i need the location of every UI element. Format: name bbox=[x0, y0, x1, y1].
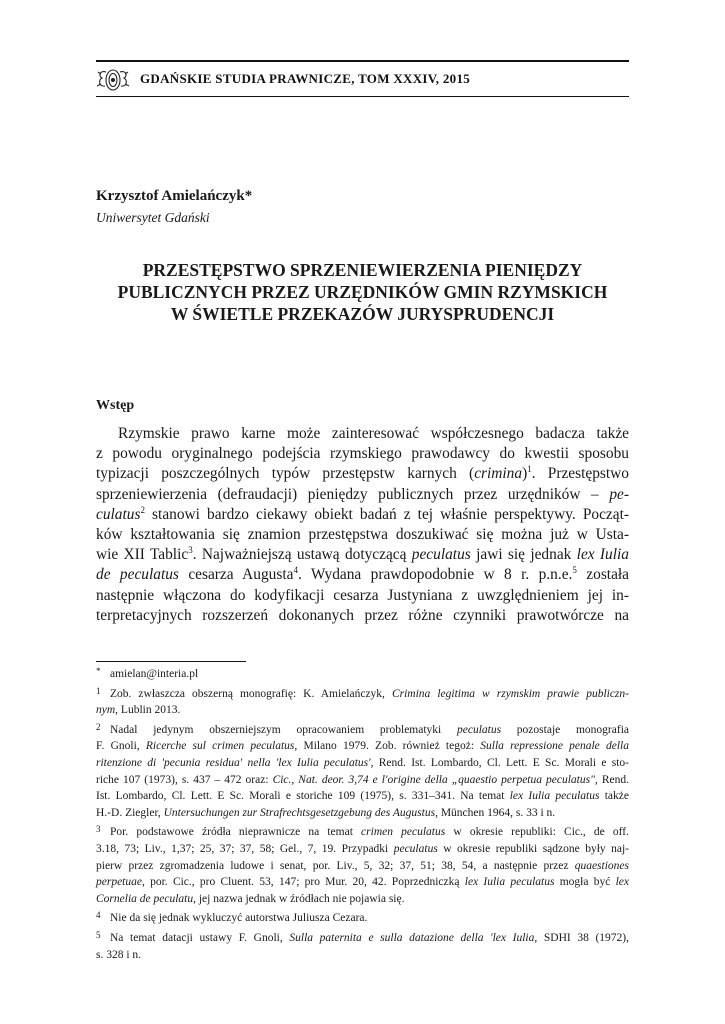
footnote-ref: 1 bbox=[527, 464, 532, 475]
footnote-cont: riche 107 (1973), s. 437 – 472 oraz: Cic., Nat. deor. 3,74 e l'origine della „quaestio perpetua peculatus", Rend. bbox=[96, 773, 629, 786]
footnote: 5 Na temat datacji ustawy F. Gnoli, Sulla paternita e sulla datazione della 'lex Iulia, SDHI 38 (1972), bbox=[96, 929, 629, 944]
footnotes bbox=[96, 663, 629, 963]
body-line: culatus$^2$ stanowi bardzo ciekawy obiekt badań z tej właśnie perspektywy. Począt- bbox=[96, 504, 629, 523]
body-line: z powodu oryginalnego podejścia rzymskiego prawodawcy do kwestii sposobu bbox=[96, 445, 629, 463]
footnote-cont: Cornelia de peculatu, jej nazwa jednak w źródłach nie pojawia się. bbox=[96, 892, 405, 905]
footnote-ref: 3 bbox=[188, 545, 193, 556]
journal-logo-icon bbox=[96, 66, 130, 94]
header-top-rule bbox=[96, 60, 629, 62]
body-line: typizacji poszczególnych typów przestępstw karnych $(crimina)^1$. Przestępstwo bbox=[96, 464, 629, 483]
footnote-cont: F. Gnoli, Ricerche sul crimen peculatus, Milano 1979. Zob. również tegoż: Sulla repressione penale della bbox=[96, 740, 630, 753]
article-title bbox=[96, 259, 629, 325]
body-line: ków kształtowania się znamion przestępstwa doszukiwać się można już w Usta- bbox=[96, 526, 629, 544]
footnote-cont: s. 328 i n. bbox=[96, 948, 142, 961]
footnote: * amielan@interia.pl bbox=[96, 666, 199, 680]
footnote-cont: ritenzione di 'pecunia residua' nella 'lex Iulia peculatus', Rend. Ist. Lombardo, Cl. Lett. E Sc. Morali e sto- bbox=[96, 756, 629, 769]
footnote-cont: 3.18, 73; Liv., 1,37; 25, 37; 37, 58; Gel., 7, 19. Przypadki peculatus w okresie republiki sądzone były naj- bbox=[96, 842, 629, 855]
title-line: PRZESTĘPSTWO SPRZENIEWIERZENIA PIENIĘDZY bbox=[142, 260, 583, 280]
footnote-ref: 5 bbox=[572, 565, 577, 576]
body-text bbox=[96, 424, 629, 626]
footnote-ref: 2 bbox=[140, 504, 145, 515]
footnote: 2 Nadal jedynym obszerniejszym opracowaniem problematyki peculatus pozostaje monografia bbox=[96, 721, 629, 736]
body-line: sprzeniewierzenia (defraudacji) pieniędzy publicznych przez urzędników – pe- bbox=[96, 485, 629, 503]
author-affiliation: Uniwersytet Gdański bbox=[96, 210, 210, 225]
body-line: wie XII Tablic$^3$. Najważniejszą ustawą dotyczącą peculatus jawi się jednak lex Iulia bbox=[96, 545, 629, 564]
title-line: W ŚWIETLE PRZEKAZÓW JURYSPRUDENCJI bbox=[170, 304, 555, 324]
footnote: 1 Zob. zwłaszcza obszerną monografię: K. Amielańczyk, Crimina legitima w rzymskim prawie publiczn- bbox=[96, 685, 629, 700]
body-line: następnie włączona do kodyfikacji cesarza Justyniana z uwzględnieniem jej in- bbox=[96, 586, 629, 604]
body-line: Rzymskie prawo karne może zainteresować współczesnego badacza także bbox=[118, 425, 629, 442]
footnote: 3 Por. podstawowe źródła nieprawnicze na temat crimen peculatus w okresie republiki: Cic., de off. bbox=[96, 824, 629, 839]
journal-title: GDAŃSKIE STUDIA PRAWNICZE, TOM XXXIV, 2015 bbox=[140, 71, 471, 86]
footnote: 4 Nie da się jednak wykluczyć autorstwa Juliusza Cezara. bbox=[96, 910, 368, 925]
footnote-ref: 4 bbox=[293, 565, 298, 576]
author-name: Krzysztof Amielańczyk* bbox=[96, 188, 253, 204]
title-line: PUBLICZNYCH PRZEZ URZĘDNIKÓW GMIN RZYMSKICH bbox=[117, 282, 608, 302]
footnote-cont: H.-D. Ziegler, Untersuchungen zur Strafrechtsgesetzgebung des Augustus, München 1964, s. 33 i n. bbox=[96, 806, 556, 819]
body-line: terpretacyjnych rozszerzeń dokonanych przez różne czynniki prawotwórcze na bbox=[96, 606, 629, 624]
footnote-cont: nym, Lublin 2013. bbox=[96, 704, 181, 717]
footnote-cont: perpetuae, por. Cic., pro Cluent. 53, 147; pro Mur. 20, 42. Poprzedniczką lex Iulia peculatus mogła być lex bbox=[96, 876, 629, 889]
footnote-cont: Ist. Lombardo, Cl. Lett. E Sc. Morali e storiche 109 (1975), s. 331–341. Na temat lex Iulia peculatus także bbox=[96, 790, 629, 803]
body-line: de peculatus cesarza Augusta$^4$. Wydana prawdopodobnie w 8 r. p.n.e.$^5$ została bbox=[96, 565, 630, 584]
section-heading: Wstęp bbox=[96, 398, 135, 413]
footnote-cont: pierw przez zgromadzenia ludowe i senat, por. Liv., 5, 32; 37, 51; 38, 54, a następnie przez quaestiones bbox=[96, 859, 629, 872]
footnote-rule bbox=[96, 661, 246, 662]
header-bottom-rule bbox=[96, 96, 629, 97]
